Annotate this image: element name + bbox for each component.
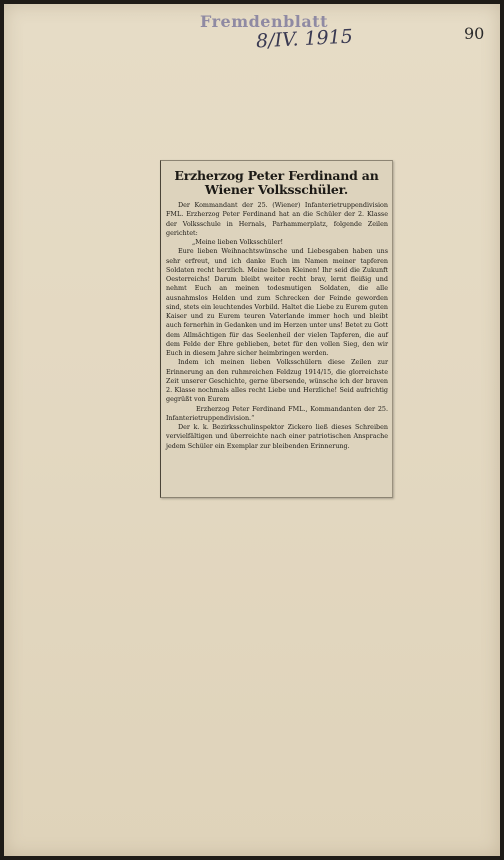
- article-body: [166, 201, 388, 451]
- archive-sheet: [4, 4, 500, 856]
- article-signature: Erzherzog Peter Ferdinand FML., Kommandanten der 25. Infanterietruppendivision.“: [166, 404, 388, 422]
- article-paragraph-letter: Eure lieben Weihnachtswünsche und Liebesgaben haben uns sehr erfreut, und ich danke Euch im Namen meiner tapferen Soldaten recht herzlich. Meine lieben Kleinen! Ihr seid die Zukunft Oesterreichs! Darum bleibt weiter recht brav, lernt fleißig und nehmt Euch an meinen todesmutigen Soldaten, die alle ausnahmslos Helden und zum Schrecken der Feinde geworden sind, stets ein leuchtendes Vorbild. Haltet die Liebe zu Eurem guten Kaiser und zu Eurem teuren Vaterlande immer hoch und bleibt auch fernerhin in Gedanken und im Herzen unter uns! Betet zu Gott dem Allmächtigen für das Seelenheil der vielen Tapferen, die auf dem Felde der Ehre geblieben, betet für den vollen Sieg, den wir Euch in diesem Jahre sicher heimbringen werden.: [166, 247, 389, 357]
- article-headline: Erzherzog Peter Ferdinand an Wiener Volksschüler.: [174, 168, 379, 197]
- article-paragraph-note: Der k. k. Bezirksschulinspektor Zickero ließ dieses Schreiben vervielfältigen und überreichte nach einer patriotischen Ansprache jedem Schüler ein Exemplar zur bleibenden Erinnerung.: [166, 423, 388, 450]
- article-salutation: „Meine lieben Volksschüler!: [192, 238, 284, 246]
- article-paragraph-closing: Indem ich meinen lieben Volksschülern diese Zeilen zur Erinnerung an den ruhmreichen Feldzug 1914/15, die glorreichste Zeit unserer Geschichte, gerne übersende, wünsche ich der braven 2. Klasse nochmals alles recht Liebe und Herzliche! Seid aufrichtig gegrüßt von Eurem: [166, 358, 388, 404]
- newspaper-stamp: Fremdenblatt: [200, 12, 329, 31]
- article-paragraph-intro: Der Kommandant der 25. (Wiener) Infanterietruppendivision FML. Erzherzog Peter Ferdinand hat an die Schüler der 2. Klasse der Volksschule in Hernals, Parhammerplatz, folgende Zeilen gerichtet:: [166, 201, 388, 237]
- handwritten-date: 8/IV. 1915: [255, 25, 354, 53]
- page-number: 90: [464, 24, 485, 43]
- newspaper-clipping: [160, 160, 393, 498]
